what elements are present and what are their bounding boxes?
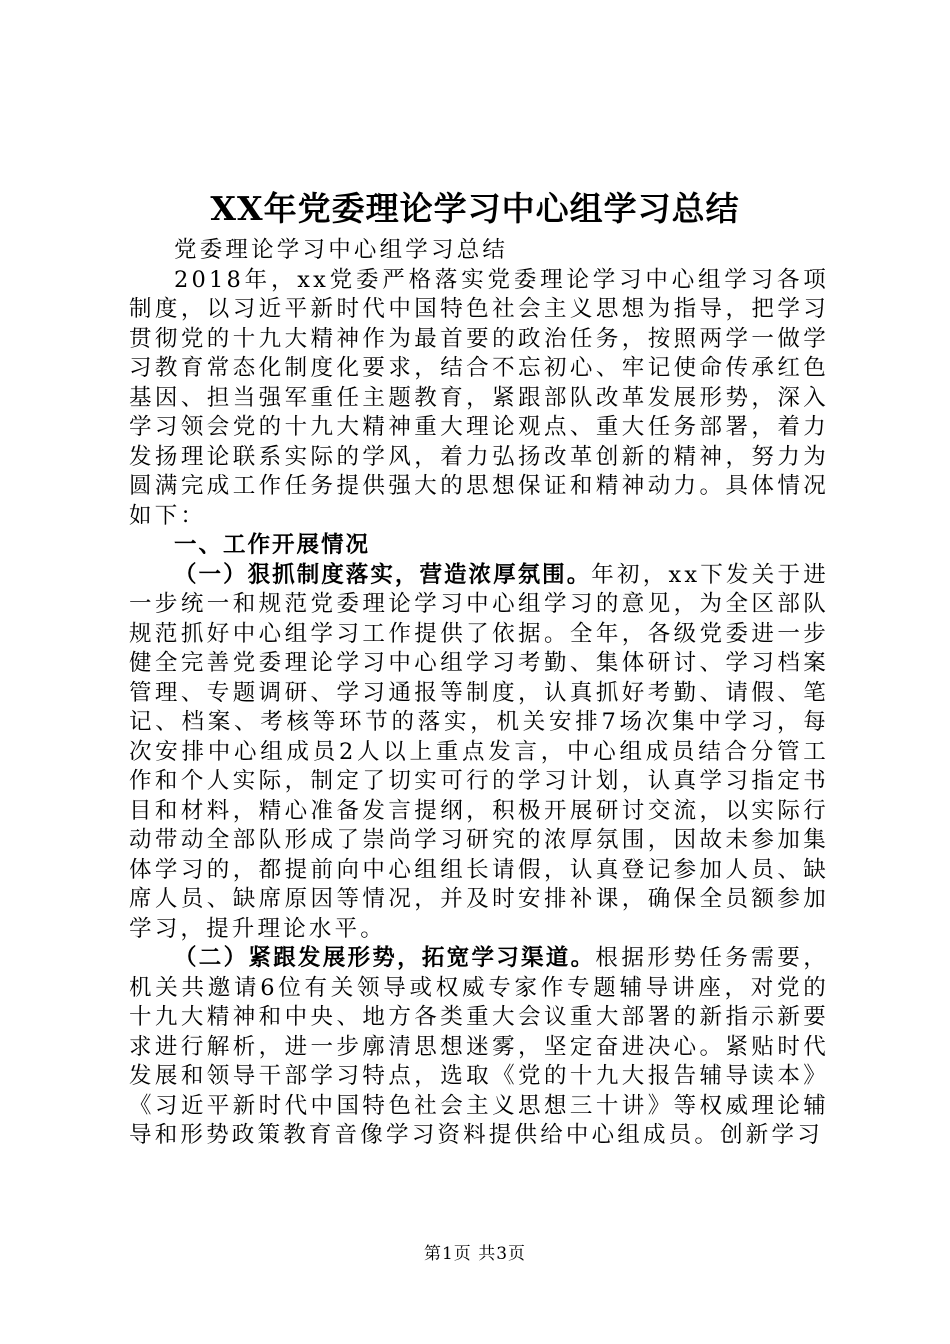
subsection-1-lead: （一）狠抓制度落实，营造浓厚氛围。 bbox=[174, 561, 592, 588]
page-footer: 第1页 共3页 bbox=[423, 1244, 527, 1264]
subsection-2-text: 根据形势任务需要，机关共邀请6位有关领导或权威专家作专题辅导讲座，对党的十九大精神和中央、地方各类重大会议重大部署的新指示新要求进行解析，进一步廓清思想迷雾，坚定奋进决心。紧贴时代发展和领导干部学习特点，选取《党的十九大报告辅导读本》《习近平新时代中国特色社会主义思想三十讲》等权威理论辅导和形势政策教育音像学习资料提供给中心组成员。创新学习 bbox=[129, 945, 829, 1148]
document-body bbox=[129, 236, 829, 1151]
subsection-1-paragraph bbox=[129, 561, 829, 945]
subtitle-paragraph: 党委理论学习中心组学习总结 bbox=[174, 237, 509, 263]
subsection-1-text: 年初，xx下发关于进一步统一和规范党委理论学习中心组学习的意见，为全区部队规范抓好中心组学习工作提供了依据。全年，各级党委进一步健全完善党委理论学习中心组学习考勤、集体研讨、学习档案管理、专题调研、学习通报等制度，认真抓好考勤、请假、笔记、档案、考核等环节的落实，机关安排7场次集中学习，每次安排中心组成员2人以上重点发言，中心组成员结合分管工作和个人实际，制定了切实可行的学习计划，认真学习指定书目和材料，精心准备发言提纲，积极开展研讨交流，以实际行动带动全部队形成了崇尚学习研究的浓厚氛围，因故未参加集体学习的，都提前向中心组组长请假，认真登记参加人员、缺席人员、缺席原因等情况，并及时安排补课，确保全员额参加学习，提升理论水平。 bbox=[129, 561, 829, 942]
subsection-2-lead: （二）紧跟发展形势，拓宽学习渠道。 bbox=[174, 945, 596, 971]
intro-paragraph: 2018年，xx党委严格落实党委理论学习中心组学习各项制度，以习近平新时代中国特色社会主义思想为指导，把学习贯彻党的十九大精神作为最首要的政治任务，按照两学一做学习教育常态化制度化要求，结合不忘初心、牢记使命传承红色基因、担当强军重任主题教育，紧跟部队改革发展形势，深入学习领会党的十九大精神重大理论观点、重大任务部署，着力发扬理论联系实际的学风，着力弘扬改革创新的精神，努力为圆满完成工作任务提供强大的思想保证和精神动力。具体情况如下： bbox=[129, 266, 829, 529]
document-title: XX年党委理论学习中心组学习总结 bbox=[210, 189, 740, 228]
section-heading: 一、工作开展情况 bbox=[174, 532, 371, 558]
subsection-2-paragraph bbox=[129, 944, 829, 1151]
